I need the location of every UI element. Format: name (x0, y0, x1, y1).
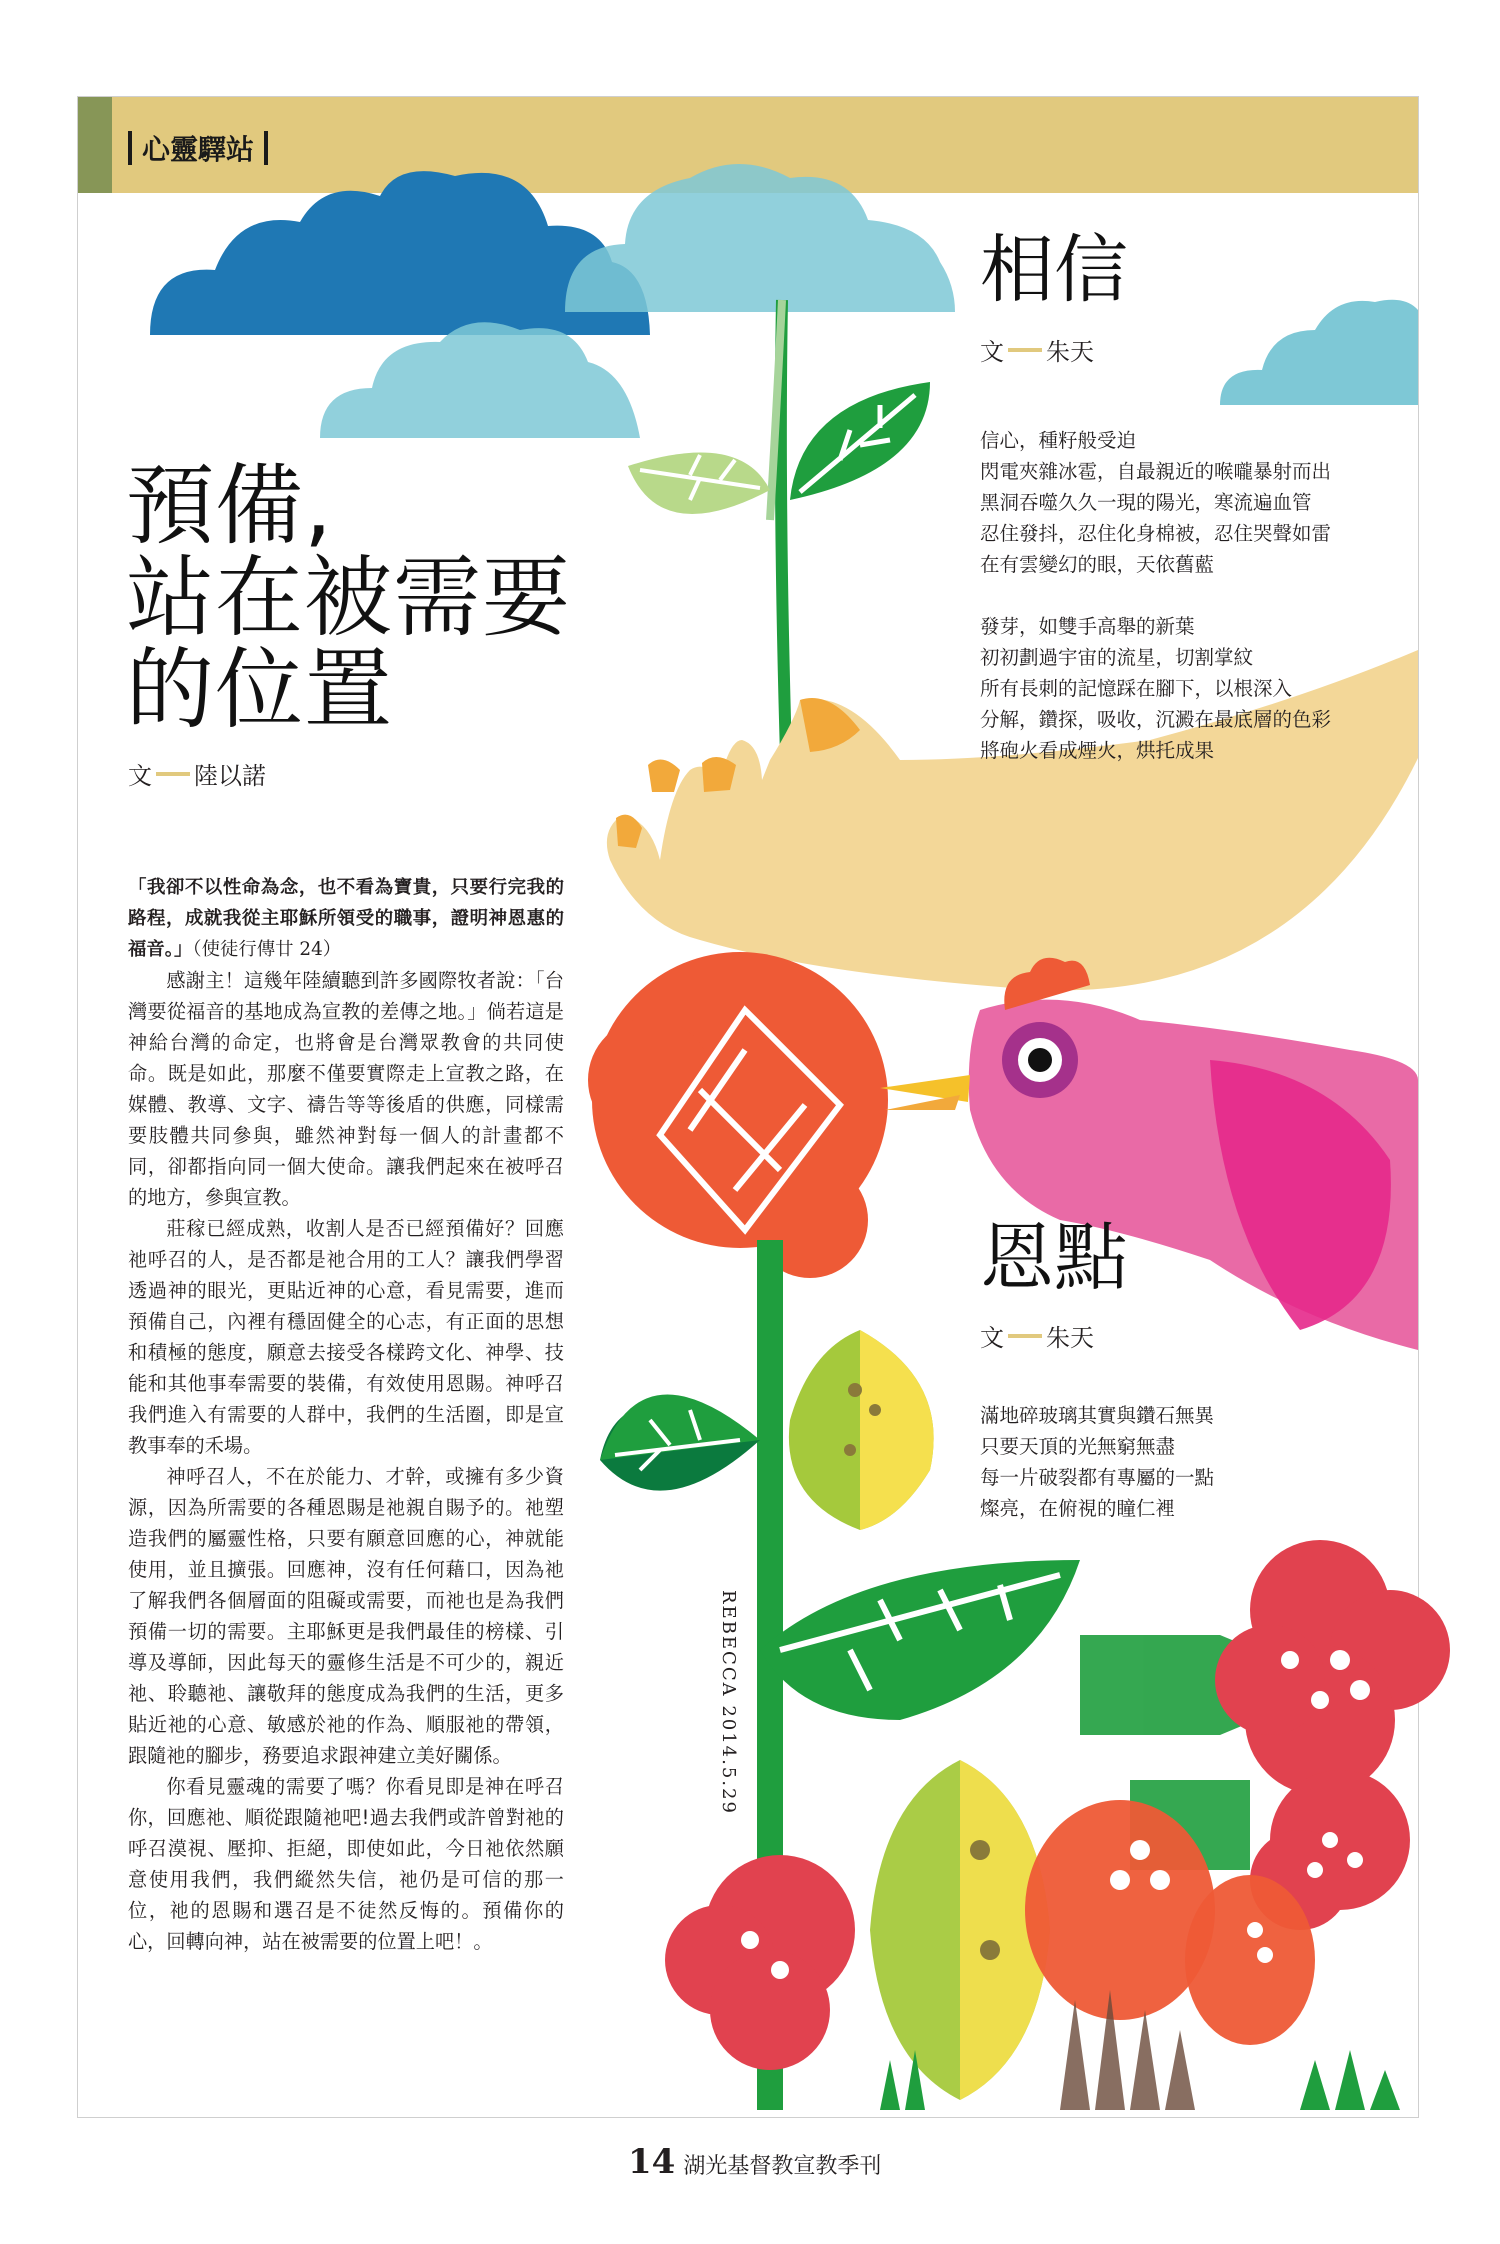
page-number: 14 (628, 2142, 676, 2182)
poem-line: 每一片破裂都有專屬的一點 (980, 1466, 1215, 1489)
article-byline (128, 756, 266, 791)
poem-line: 發芽，如雙手高舉的新葉 (980, 615, 1195, 638)
paragraph: 感謝主！這幾年陸續聽到許多國際牧者說：「台灣要從福音的基地成為宣教的差傳之地。」倘若這是神給台灣的命定，也將會是台灣眾教會的共同使命。既是如此，那麼不僅要實際走上宣教之路，在媒體、教導、文字、禱告等等後盾的供應，同樣需要肢體共同參與，雖然神對每一個人的計畫都不同，卻都指向同一個大使命。讓我們起來在被呼召的地方，參與宣教。 (128, 969, 564, 1209)
leaf-big-green (760, 1560, 1080, 1720)
tag-bar-right (264, 131, 268, 165)
poem2-title: 恩點 (980, 1215, 1128, 1301)
artist-signature: REBECCA 2014.5.29 (718, 1590, 739, 1815)
leaf-dark-green (600, 1395, 760, 1491)
poem2-byline (980, 1318, 1094, 1353)
poem1-title: 相信 (980, 227, 1128, 313)
byline-prefix: 文 (128, 762, 152, 790)
flower-orange (588, 952, 888, 1278)
poem-line: 只要天頂的光無窮無盡 (980, 1435, 1176, 1458)
byline-dash (156, 772, 190, 776)
title-line-3: 的位置 (126, 638, 394, 741)
page-footer (628, 2142, 881, 2182)
cloud-light-center (565, 164, 955, 312)
poem-line: 分解，鑽探，吸收，沉澱在最底層的色彩 (980, 708, 1332, 731)
leaf-lemon (789, 1330, 934, 1530)
article-title (126, 454, 686, 741)
poem-line: 所有長刺的記憶踩在腳下，以根深入 (980, 677, 1293, 700)
quote-text: 「我卻不以性命為念，也不看為寶貴，只要行完我的路程，成就我從主耶穌所領受的職事，證明神恩惠的福音。」 (128, 877, 564, 960)
byline-prefix: 文 (980, 1324, 1004, 1352)
poem1-body (980, 425, 1331, 766)
cloud-light-left (320, 322, 640, 438)
byline-dash (1008, 1334, 1042, 1338)
poem-line: 閃電夾雜冰雹，自最親近的喉嚨暴射而出 (980, 460, 1332, 483)
paragraph: 莊稼已經成熟，收割人是否已經預備好？回應祂呼召的人，是否都是祂合用的工人？讓我們學習透過神的眼光，更貼近神的心意，看見需要，進而預備自己，內裡有穩固健全的心志，有正面的思想和積極的態度，願意去接受各樣跨文化、神學、技能和其他事奉需要的裝備，有效使用恩賜。神呼召我們進入有需要的人群中，我們的生活圈，即是宣教事奉的禾場。 (128, 1217, 564, 1457)
article-body (128, 872, 564, 1957)
poem-line: 將砲火看成煙火，烘托成果 (980, 739, 1215, 762)
publication-name: 湖光基督教宣教季刊 (683, 2154, 882, 2179)
bird (880, 958, 1418, 1350)
quote-reference: （使徒行傳廿 24） (192, 939, 342, 960)
flower-pink-bottom (665, 1855, 855, 2070)
lemon-bottom (870, 1760, 1050, 2100)
section-label: 心靈驛站 (142, 133, 255, 166)
flower-red-right (1215, 1540, 1450, 1795)
poem2-body (980, 1400, 1214, 1524)
scripture-quote (128, 872, 564, 965)
poem2-author: 朱天 (1046, 1324, 1094, 1352)
stanza-gap (980, 580, 1331, 611)
cloud-light-right (1220, 300, 1418, 405)
paragraph: 神呼召人，不在於能力、才幹，或擁有多少資源，因為所需要的各種恩賜是祂親自賜予的。祂塑造我們的屬靈性格，只要有願意回應的心，神就能使用，並且擴張。回應神，沒有任何藉口，因為祂了解我們各個層面的阻礙或需要，而祂也是為我們預備一切的需要。主耶穌更是我們最佳的榜樣、引導及導師，因此每天的靈修生活是不可少的，親近祂、聆聽祂、讓敬拜的態度成為我們的生活，更多貼近祂的心意、敏感於祂的作為、順服祂的帶領，跟隨祂的腳步，務要追求跟神建立美好關係。 (128, 1465, 564, 1767)
poem1-author: 朱天 (1046, 338, 1094, 366)
paragraph: 你看見靈魂的需要了嗎？你看見即是神在呼召你，回應祂、順從跟隨祂吧!過去我們或許曾對祂的呼召漠視、壓抑、拒絕，即使如此，今日祂依然願意使用我們，我們縱然失信，祂仍是可信的那一位，祂的恩賜和選召是不徒然反悔的。預備你的心，回轉向神，站在被需要的位置上吧！。 (128, 1775, 564, 1953)
poem1-byline (980, 332, 1094, 367)
poem-line: 黑洞吞噬久久一現的陽光，寒流遍血管 (980, 491, 1312, 514)
poem-line: 忍住發抖，忍住化身棉被，忍住哭聲如雷 (980, 522, 1332, 545)
poem-line: 初初劃過宇宙的流星，切割掌紋 (980, 646, 1254, 669)
leaf-green-top (790, 382, 930, 500)
poem-line: 燦亮，在俯視的瞳仁裡 (980, 1497, 1176, 1520)
article-author: 陸以諾 (194, 762, 266, 790)
tag-bar-left (128, 131, 132, 165)
poem-line: 信心，種籽般受迫 (980, 429, 1137, 452)
poem-line: 在有雲變幻的眼，天依舊藍 (980, 553, 1215, 576)
byline-prefix: 文 (980, 338, 1004, 366)
title-line-1: 預備, (126, 454, 333, 557)
section-tag (128, 128, 268, 168)
poem-line: 滿地碎玻璃其實與鑽石無異 (980, 1404, 1215, 1427)
byline-dash (1008, 348, 1042, 352)
title-line-2: 站在被需要 (126, 546, 572, 649)
